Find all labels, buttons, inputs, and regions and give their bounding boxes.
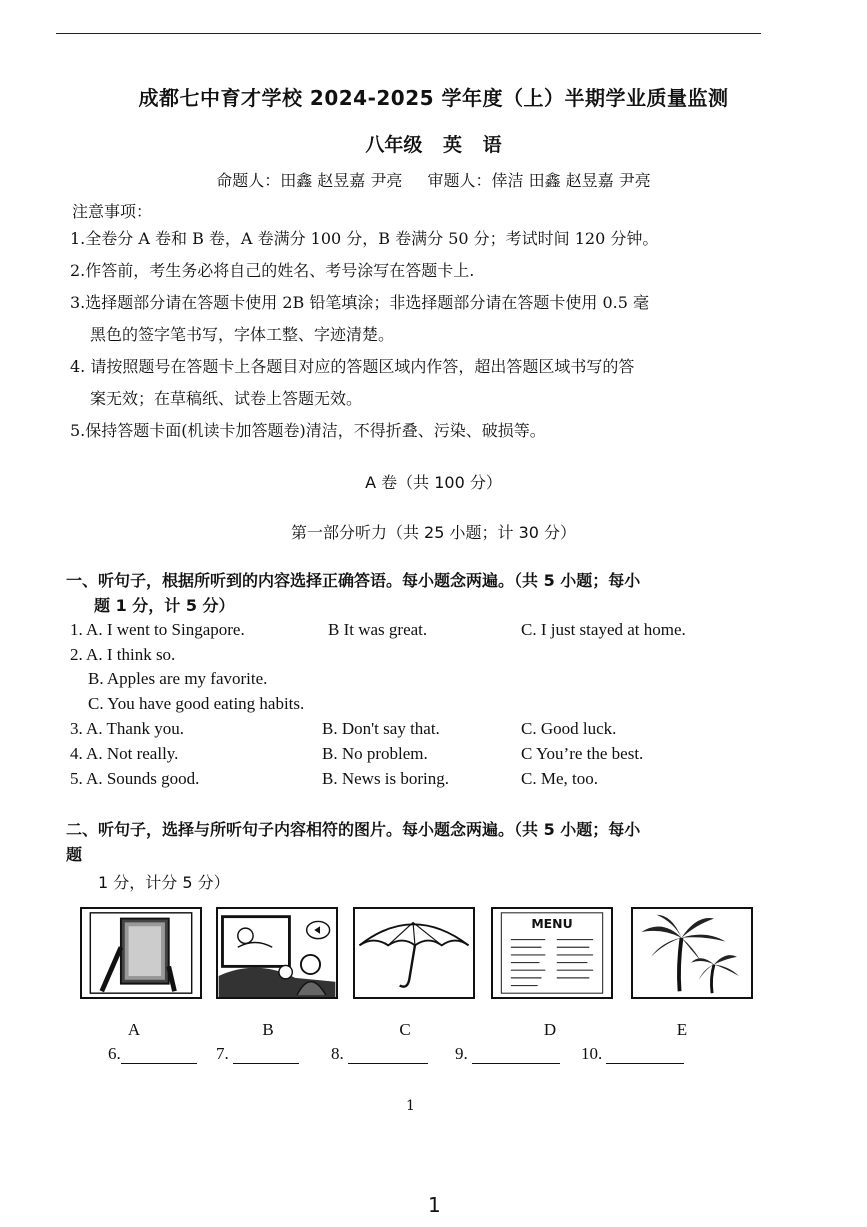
picture-label-d: D bbox=[543, 1020, 557, 1039]
top-rule bbox=[56, 33, 761, 34]
answer-blank-10-number: 10. bbox=[581, 1044, 603, 1063]
note-1: 1.全卷分 A 卷和 B 卷，A 卷满分 100 分，B 卷满分 50 分；考试时间 120 分钟。 bbox=[70, 229, 659, 248]
picture-d bbox=[491, 907, 613, 999]
section1-heading bbox=[66, 568, 756, 618]
answer-line-8[interactable] bbox=[348, 1045, 428, 1064]
q3-option-b: B. Don't say that. bbox=[322, 719, 440, 738]
answer-blank-9-number: 9. bbox=[455, 1044, 468, 1063]
q1-option-a: 1. A. I went to Singapore. bbox=[70, 620, 245, 639]
reviewers: 审题人：倖洁 田鑫 赵昱嘉 尹亮 bbox=[427, 171, 651, 190]
q5-option-a: 5. A. Sounds good. bbox=[70, 769, 200, 788]
answer-blank-10[interactable] bbox=[581, 1044, 684, 1064]
mirror-icon bbox=[82, 909, 200, 997]
notes-heading: 注意事项： bbox=[72, 202, 153, 221]
part-one-title: 第一部分听力（共 25 小题；计 30 分） bbox=[290, 523, 577, 542]
page-mark: 1 bbox=[406, 1098, 415, 1114]
answer-line-10[interactable] bbox=[606, 1045, 684, 1064]
picture-b bbox=[216, 907, 338, 999]
answer-blank-8-number: 8. bbox=[331, 1044, 344, 1063]
note-3-line2: 黑色的签字笔书写，字体工整、字迹清楚。 bbox=[90, 325, 395, 344]
note-5: 5.保持答题卡面(机读卡加答题卷)清洁，不得折叠、污染、破损等。 bbox=[70, 421, 546, 440]
menu-icon bbox=[493, 909, 611, 997]
picture-label-a: A bbox=[127, 1020, 141, 1039]
picture-c bbox=[353, 907, 475, 999]
answer-blank-6[interactable] bbox=[108, 1044, 197, 1064]
q4-option-c: C You’re the best. bbox=[521, 744, 644, 763]
q1-option-b: B It was great. bbox=[328, 620, 428, 639]
answer-blank-7[interactable] bbox=[216, 1044, 299, 1064]
q2-option-b: B. Apples are my favorite. bbox=[88, 669, 268, 688]
answer-blank-8[interactable] bbox=[331, 1044, 428, 1064]
menu-text: MENU bbox=[531, 916, 573, 932]
section1-heading-line2: 题 1 分，计 5 分） bbox=[94, 596, 235, 615]
answer-blank-7-number: 7. bbox=[216, 1044, 229, 1063]
note-4 bbox=[70, 351, 760, 415]
section2-heading bbox=[66, 817, 756, 867]
q5-option-b: B. News is boring. bbox=[322, 769, 450, 788]
answer-line-9[interactable] bbox=[472, 1045, 560, 1064]
paper-a-title: A 卷（共 100 分） bbox=[365, 473, 502, 492]
section1-heading-line1: 一、听句子，根据所听到的内容选择正确答语。每小题念两遍。（共 5 小题；每小 bbox=[66, 571, 641, 590]
q1-option-c: C. I just stayed at home. bbox=[521, 620, 686, 639]
section2-heading-line3: 1 分，计分 5 分） bbox=[98, 873, 230, 892]
answer-blank-6-number: 6. bbox=[108, 1044, 121, 1063]
q3-option-a: 3. A. Thank you. bbox=[70, 719, 184, 738]
q2-option-c: C. You have good eating habits. bbox=[88, 694, 305, 713]
tv-watching-icon bbox=[218, 909, 336, 997]
setters: 命题人：田鑫 赵昱嘉 尹亮 bbox=[216, 171, 403, 190]
q4-option-b: B. No problem. bbox=[322, 744, 428, 763]
exam-title: 成都七中育才学校 2024-2025 学年度（上）半期学业质量监测 bbox=[138, 86, 729, 110]
section2-heading-line2: 题 bbox=[66, 845, 83, 864]
picture-label-b: B bbox=[262, 1020, 274, 1039]
page-number: 1 bbox=[428, 1193, 441, 1217]
q2-option-a: 2. A. I think so. bbox=[70, 645, 176, 664]
q5-option-c: C. Me, too. bbox=[521, 769, 598, 788]
note-2: 2.作答前，考生务必将自己的姓名、考号涂写在答题卡上. bbox=[70, 261, 475, 280]
note-4-line1: 4. 请按照题号在答题卡上各题目对应的答题区域内作答，超出答题区域书写的答 bbox=[70, 357, 635, 376]
palm-trees-icon bbox=[633, 909, 751, 997]
picture-label-c: C bbox=[399, 1020, 411, 1039]
exam-authors bbox=[0, 168, 867, 191]
answer-line-7[interactable] bbox=[233, 1045, 299, 1064]
q3-option-c: C. Good luck. bbox=[521, 719, 617, 738]
picture-label-e: E bbox=[676, 1020, 688, 1039]
picture-a bbox=[80, 907, 202, 999]
note-3-line1: 3.选择题部分请在答题卡使用 2B 铅笔填涂；非选择题部分请在答题卡使用 0.5 毫 bbox=[70, 293, 649, 312]
picture-e bbox=[631, 907, 753, 999]
section2-heading-line1: 二、听句子，选择与所听句子内容相符的图片。每小题念两遍。（共 5 小题；每小 bbox=[66, 820, 641, 839]
exam-subtitle: 八年级 英 语 bbox=[365, 134, 502, 156]
answer-line-6[interactable] bbox=[121, 1045, 197, 1064]
note-4-line2: 案无效；在草稿纸、试卷上答题无效。 bbox=[90, 389, 363, 408]
note-3 bbox=[70, 287, 760, 351]
q4-option-a: 4. A. Not really. bbox=[70, 744, 179, 763]
answer-blank-9[interactable] bbox=[455, 1044, 560, 1064]
umbrella-icon bbox=[355, 909, 473, 997]
